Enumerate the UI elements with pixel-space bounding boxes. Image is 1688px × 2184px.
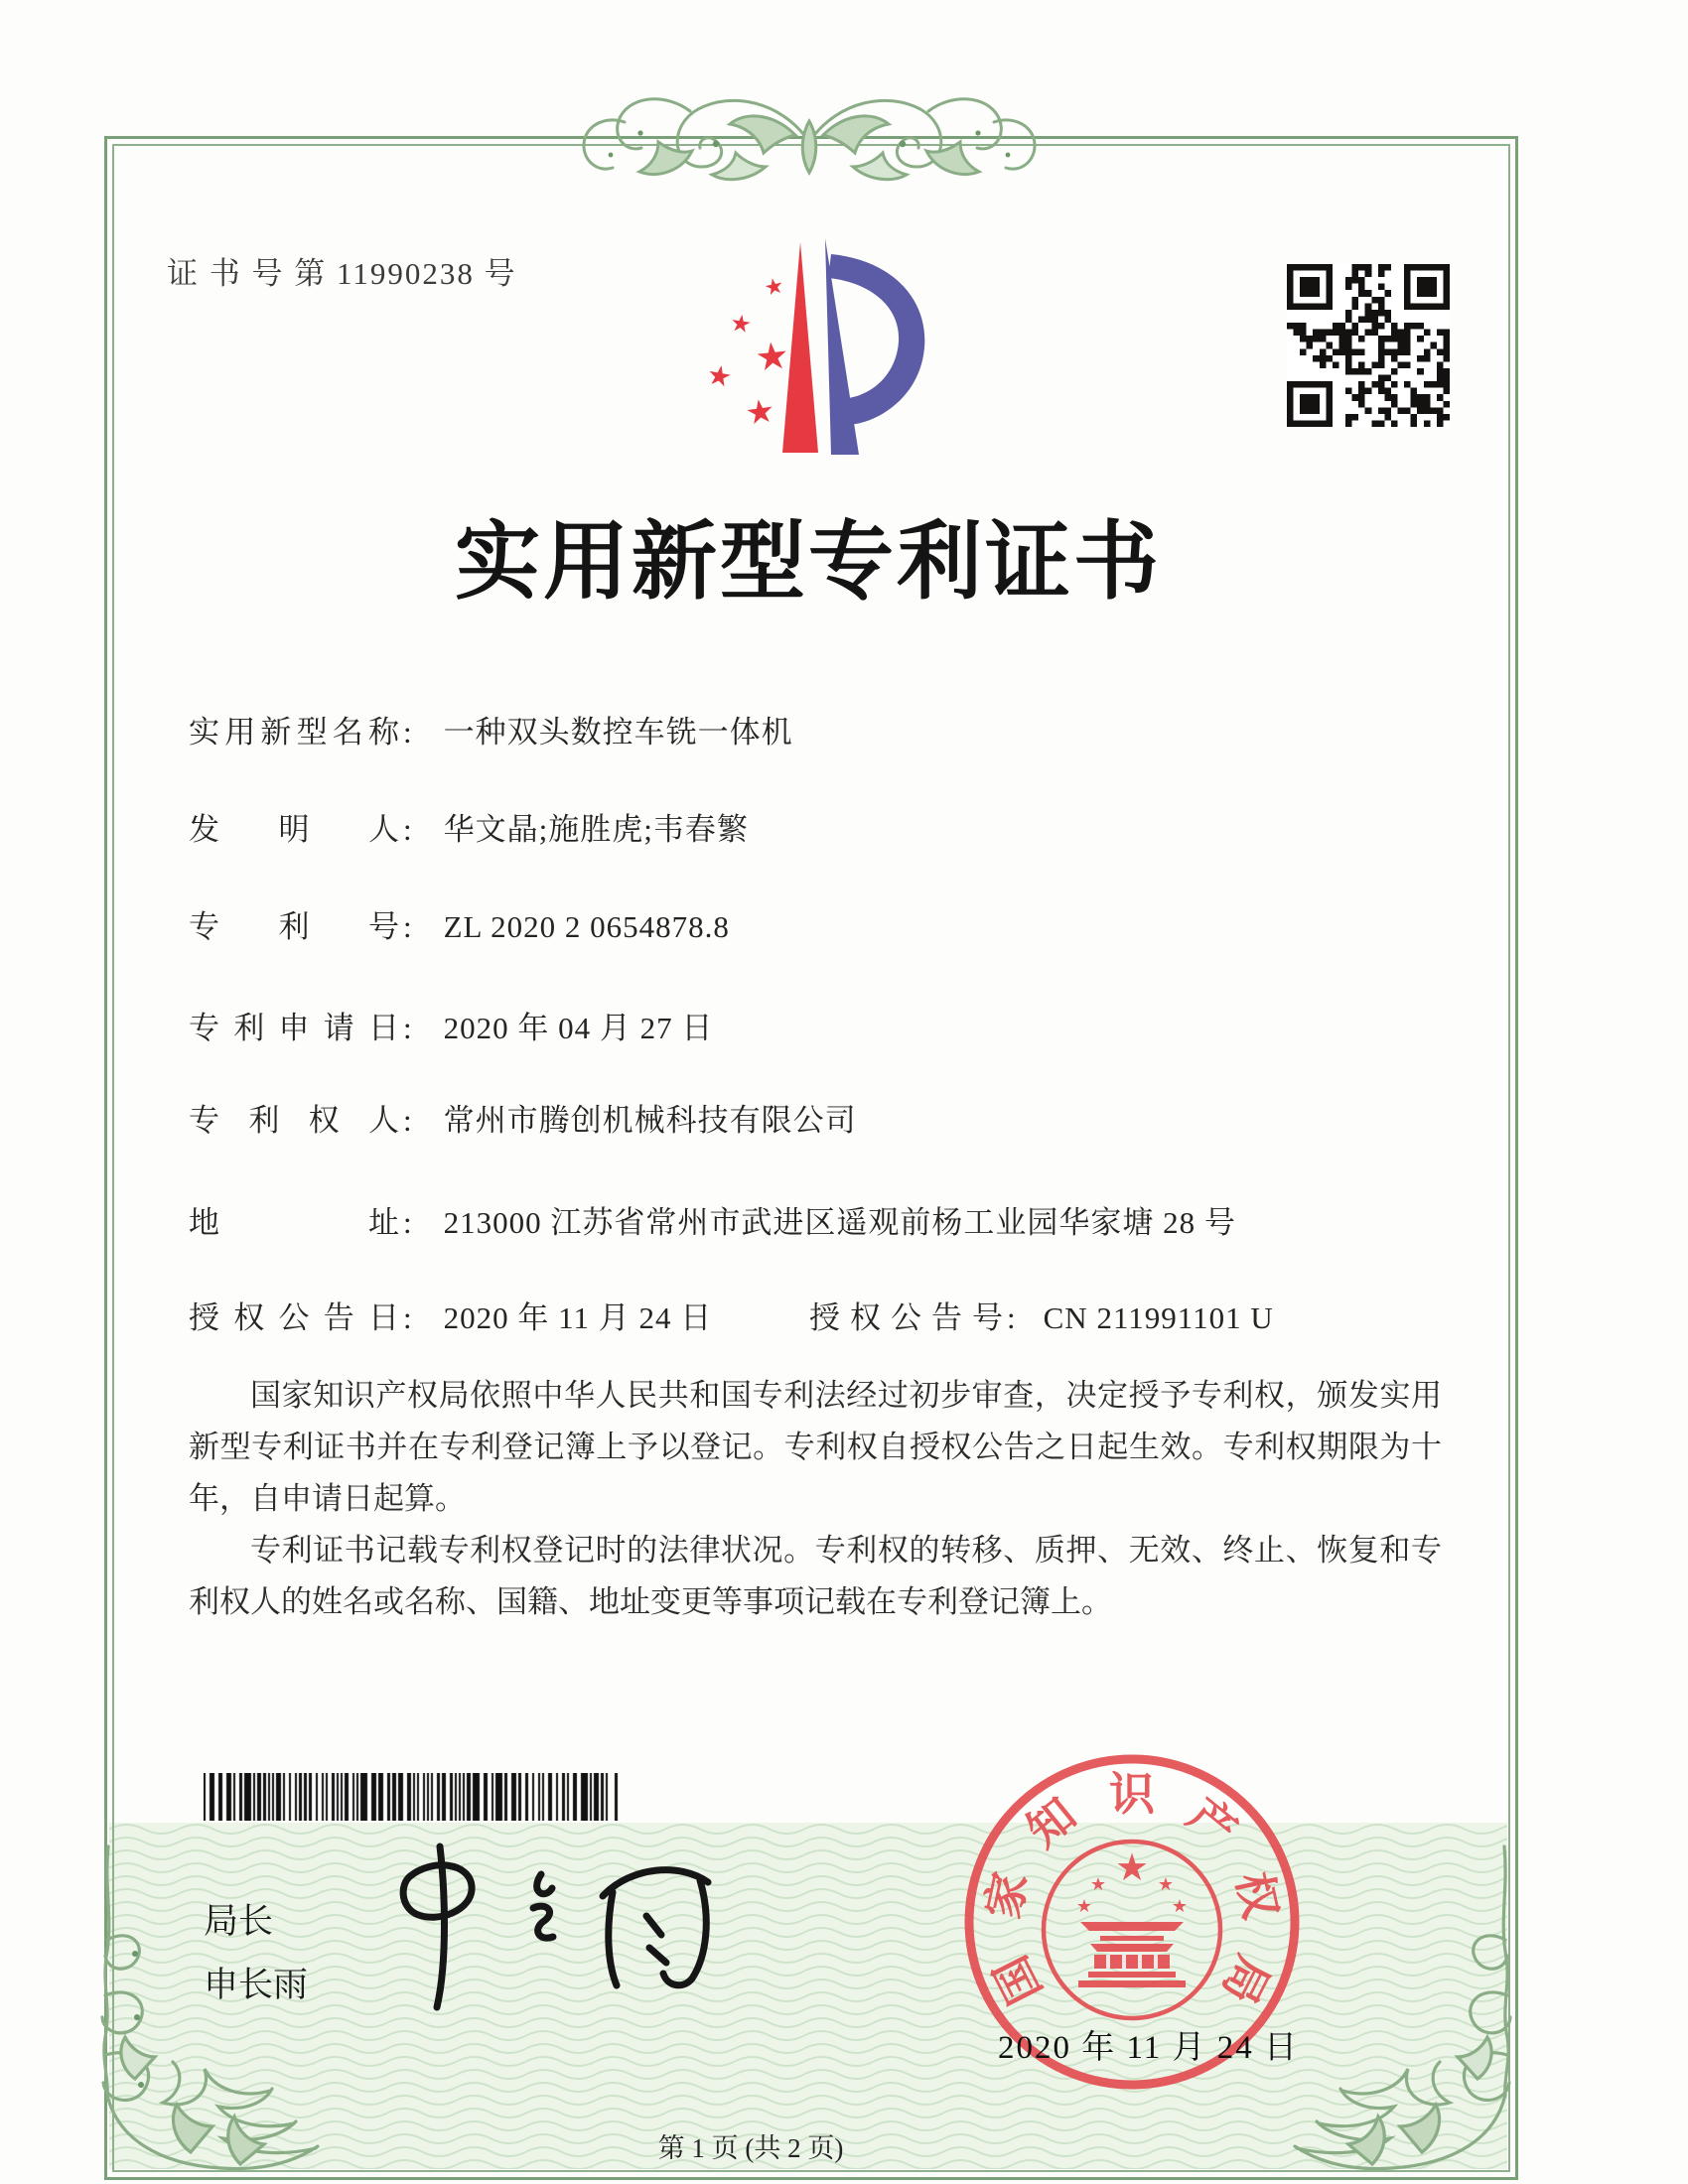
- field-row-filing-date: [189, 1003, 1470, 1044]
- field-colon: :: [403, 1300, 412, 1335]
- field-colon: :: [403, 1103, 412, 1138]
- cnipa-patent-logo-icon: [680, 228, 950, 461]
- grant-number-value: CN 211991101 U: [1043, 1300, 1274, 1335]
- field-row-grant: [189, 1293, 1470, 1334]
- seal-date: 2020 年 11 月 24 日: [998, 2030, 1300, 2066]
- field-colon: :: [403, 1205, 412, 1240]
- grant-number-label: 授权公告号: [809, 1300, 1003, 1335]
- svg-text:★: ★: [1075, 1896, 1093, 1917]
- field-label: 专利申请日: [189, 1011, 399, 1045]
- field-label: 专利权人: [189, 1103, 399, 1138]
- grant-date-group: [189, 1293, 712, 1337]
- legal-paragraph-1: 国家知识产权局依照中华人民共和国专利法经过初步审查，决定授予专利权，颁发实用新型专利证书并在专利登记簿上予以登记。专利权自授权公告之日起生效。专利权期限为十年，自申请日起算。: [189, 1378, 1442, 1516]
- grant-date-value: 2020 年 11 月 24 日: [443, 1300, 713, 1335]
- svg-text:家: 家: [977, 1867, 1038, 1924]
- field-colon: :: [403, 909, 412, 944]
- field-colon: :: [1007, 1300, 1016, 1335]
- certificate-title: 实用新型专利证书: [455, 514, 1162, 610]
- national-emblem-icon: [1044, 1842, 1220, 2018]
- director-title: 局长: [204, 1902, 274, 1941]
- svg-text:★: ★: [1089, 1874, 1107, 1895]
- svg-text:知: 知: [1018, 1788, 1086, 1857]
- certificate-number: 证 书 号 第 11990238 号: [167, 256, 517, 291]
- field-label: 专利号: [189, 909, 399, 944]
- page-footer: 第 1 页 (共 2 页): [657, 2133, 844, 2163]
- svg-text:权: 权: [1226, 1867, 1287, 1924]
- director-signature-icon: [352, 1837, 740, 2035]
- field-row-patentee: [189, 1095, 1470, 1137]
- svg-text:★: ★: [762, 273, 786, 302]
- field-value: 常州市腾创机械科技有限公司: [443, 1103, 857, 1138]
- svg-text:国: 国: [985, 1948, 1052, 2012]
- field-row-utility-model-name: [189, 707, 1470, 749]
- bottom-right-corner-ornament-icon: [1273, 1844, 1521, 2174]
- top-scroll-ornament-icon: [571, 81, 1048, 193]
- field-value: 一种双头数控车铣一体机: [443, 715, 793, 750]
- field-colon: :: [403, 715, 412, 750]
- svg-text:★: ★: [1171, 1896, 1189, 1917]
- svg-text:识: 识: [1109, 1769, 1155, 1820]
- grant-number-group: [809, 1293, 1274, 1337]
- field-colon: :: [403, 812, 412, 847]
- svg-text:★: ★: [704, 357, 735, 395]
- svg-text:★: ★: [743, 390, 777, 433]
- field-value: 2020 年 04 月 27 日: [443, 1011, 714, 1045]
- field-row-address: [189, 1197, 1470, 1239]
- director-name: 申长雨: [204, 1966, 309, 2004]
- svg-text:★: ★: [753, 333, 791, 380]
- svg-text:★: ★: [1114, 1845, 1150, 1889]
- svg-text:★: ★: [728, 308, 754, 340]
- field-value: 华文晶;施胜虎;韦春繁: [443, 812, 749, 847]
- field-row-patent-number: [189, 901, 1470, 943]
- field-colon: :: [403, 1011, 412, 1045]
- svg-text:局: 局: [1212, 1948, 1279, 2012]
- qr-code: [1287, 264, 1450, 427]
- barcode: [204, 1773, 621, 1821]
- legal-paragraph-2: 专利证书记载专利权登记时的法律状况。专利权的转移、质押、无效、终止、恢复和专利权人的姓名或名称、国籍、地址变更等事项记载在专利登记簿上。: [189, 1533, 1442, 1619]
- grant-date-label: 授权公告日: [189, 1300, 399, 1335]
- field-value: 213000 江苏省常州市武进区遥观前杨工业园华家塘 28 号: [443, 1205, 1236, 1240]
- field-label: 发明人: [189, 812, 399, 847]
- field-label: 实用新型名称: [189, 715, 399, 750]
- field-label: 地址: [189, 1205, 399, 1240]
- legal-text-block: [189, 1370, 1442, 1628]
- svg-text:产: 产: [1178, 1788, 1246, 1857]
- field-row-inventors: [189, 804, 1470, 846]
- svg-text:★: ★: [1157, 1874, 1175, 1895]
- field-value: ZL 2020 2 0654878.8: [443, 909, 730, 944]
